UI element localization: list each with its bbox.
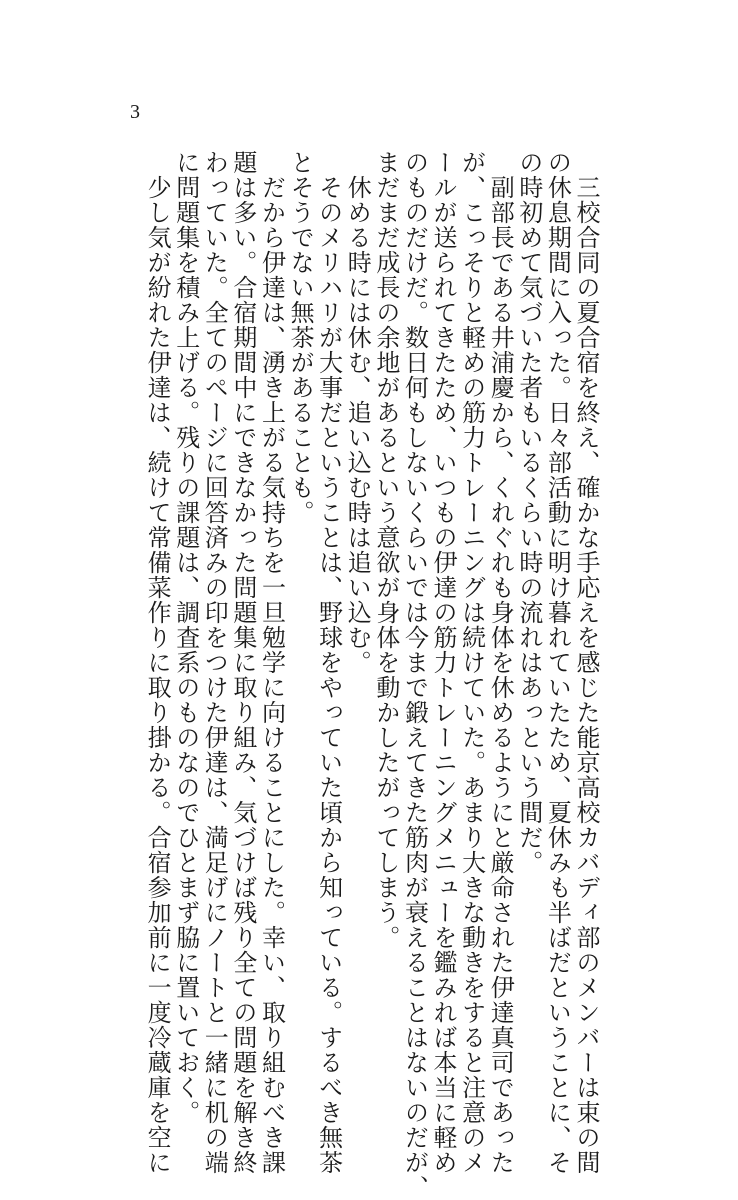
text-line: まだまだ成長の余地があるという意欲が身体を動かしたがってしまう。	[371, 150, 400, 950]
text-line: が、こっそりと軽めの筋力トレーニングは続けていた。あまり大きな動きをすると注意のメ	[457, 150, 486, 1175]
text-line: 休める時には休む、追い込む時は追い込む。	[343, 150, 372, 675]
text-line: だから伊達は、湧き上がる気持ちを一旦勉学に向けることにした。幸い、取り組むべき課	[257, 150, 286, 1175]
text-line: ールが送られてきたため、いつもの伊達の筋力トレーニングメニューを鑑みれば本当に軽め	[429, 150, 458, 1175]
text-line: に問題集を積み上げる。残りの課題は、調査系のものなのでひとまず脇に置いておく。	[171, 150, 200, 1125]
text-line: わっていた。全てのページに回答済みの印をつけた伊達は、満足げにノートと一緒に机の端	[200, 150, 229, 1175]
text-line: そのメリハリが大事だということは、野球をやっていた頃から知っている。するべき無茶	[314, 150, 343, 1175]
text-line: の休息期間に入った。日々部活動に明け暮れていたため、夏休みも半ばだということに、そ	[543, 150, 572, 1175]
page-number: 3	[130, 101, 140, 123]
text-line: のものだけだ。数日何もしないくらいでは今まで鍛えてきた筋肉が衰えることはないのだが、	[400, 150, 429, 1200]
body-text	[143, 150, 601, 1200]
text-line: 題は多い。合宿期間中にできなかった問題集に取り組み、気づけば残り全ての問題を解き終	[228, 150, 257, 1175]
text-line: 少し気が紛れた伊達は、続けて常備菜作りに取り掛かる。合宿参加前に一度冷蔵庫を空に	[143, 150, 172, 1175]
text-line: 副部長である井浦慶から、くれぐれも身体を休めるようにと厳命された伊達真司であった	[486, 150, 515, 1175]
text-line: の時初めて気づいた者もいるくらい時の流れはあっという間だ。	[514, 150, 543, 875]
text-line: とそうでない無茶があることも。	[286, 150, 315, 525]
text-line: 三校合同の夏合宿を終え、確かな手応えを感じた能京高校カバディ部のメンバーは束の間	[572, 150, 600, 1175]
